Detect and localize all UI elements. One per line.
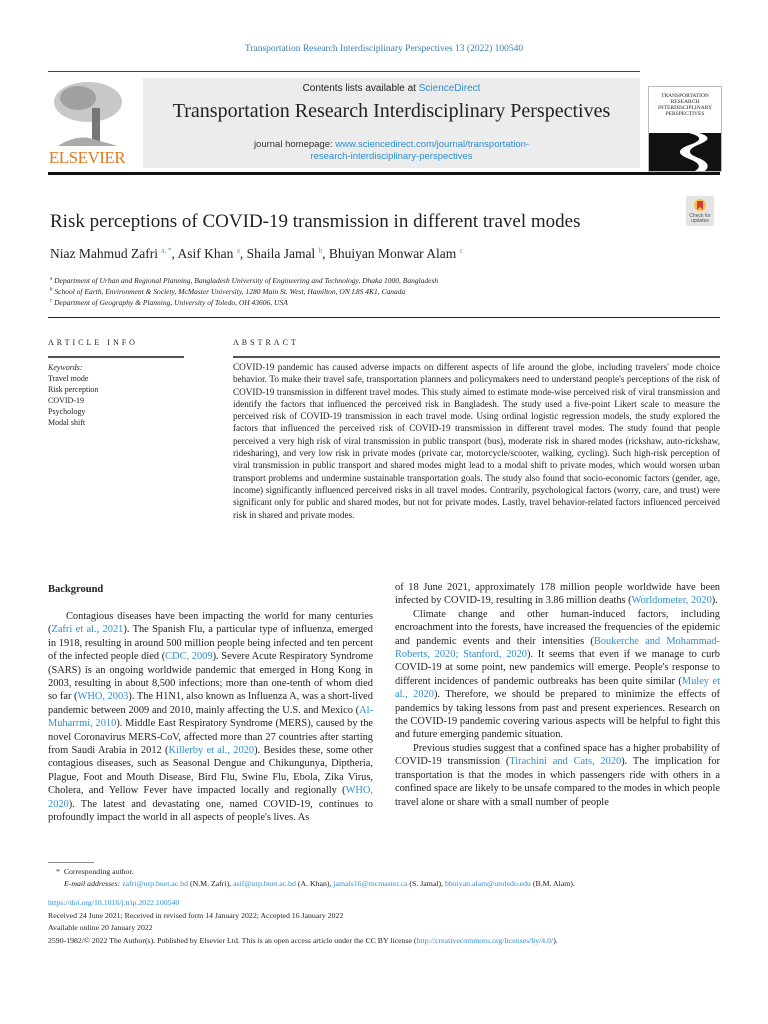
author-list: Niaz Mahmud Zafri $^{a, *}$, Asif Khan $^a$, Shaila Jamal $^b$, Bhuiyan Monwar Alam $^c$ bbox=[50, 246, 463, 261]
paragraph-text: ). Besides these, some other contagious diseases, such as Seasonal Dengue and Chikungunya, Diptheria, Plague, Foot and Mouth Disease, Bird Flu, Swine Flu, Ebola, Zika Virus, Cholera, and Yellow Fever have impacted locally and regionally ( bbox=[48, 745, 373, 797]
divider bbox=[48, 71, 640, 72]
contents-label: Contents lists available at bbox=[302, 83, 419, 94]
citation-link[interactable]: WHO, 2020 bbox=[48, 785, 373, 810]
paragraph-text: of 18 June 2021, approximately 178 million people worldwide have been infected by COVID-19, resulting in 3.86 million deaths ( bbox=[395, 582, 720, 607]
keywords bbox=[48, 362, 98, 428]
doi-link[interactable]: https://doi.org/10.1016/j.trip.2022.100540 bbox=[48, 898, 180, 907]
email-link[interactable]: jamals16@mcmaster.ca bbox=[333, 879, 408, 888]
affiliation: $^b$ School of Earth, Environment & Society, McMaster University, 1280 Main St. West, Hamilton, ON L8S 4K1, Canada bbox=[50, 287, 406, 296]
divider bbox=[48, 356, 184, 358]
check-updates-label: Check for updates bbox=[689, 213, 711, 224]
journal-homepage bbox=[143, 139, 640, 163]
journal-title: Transportation Research Interdisciplinary Perspectives bbox=[172, 100, 611, 122]
paragraph-text: ). The Spanish Flu, a particular type of influenza, emerged in 1918, resulting in around 500 million people being infected and ten percent of the infected people died ( bbox=[48, 624, 373, 663]
section-heading: Background bbox=[48, 584, 104, 595]
journal-header bbox=[143, 78, 640, 168]
paragraph-text: Previous studies suggest that a confined space has a higher probability of COVID-19 transmission ( bbox=[395, 742, 720, 768]
keyword: Risk perception bbox=[48, 385, 99, 394]
paragraph-text: ). The implication for transportation is that the modes in which passengers ride with others in a confined space are likely to be unsafe compared to the modes in which people travel alone or share with a small number of people bbox=[395, 756, 720, 808]
corresponding-author-note: * Corresponding author. bbox=[56, 867, 134, 876]
divider bbox=[48, 862, 94, 863]
abstract-heading: ABSTRACT bbox=[233, 338, 299, 347]
abstract-text: COVID-19 pandemic has caused adverse impacts on different aspects of life around the globe, including travelers' mode choice behavior. To make their travel safe, transportation planners and policymakers need to understand people's perceptions of the risk of COVID-19 transmission in different travel modes. This study aimed to estimate mode-wise perceived risk of viral transmission and identify the factors that influenced the perceived risk in Bangladesh. The study used a five-point Likert scale to measure the perceived risk of COVID-19 transmission in each travel mode. Using ordinal logistic regression models, the study explored the factors that influenced the perceived risk of COVID-19 transmission in different travel modes. The study found that people perceived a very high risk of viral transmission in public transport (bus), moderate risk in shared modes (rickshaw, auto-rickshaw, ridesharing), and very low risk in private modes (private car, motorcycle/scooter, walking, cycling). Such high-risk perception of viral transmission in public transport and shared modes might lead to a modal shift to private modes, which would worsen urban transport problems and undermine sustainable transportation goals. The study also found that socio-economic factors (gender, age, income) significantly influenced perceived risks in all travel modes. Contrarily, psychological factors (worry, care, and trust) were significant only for public and shared modes, but not for private modes. Lastly, travel behavior-related factors influenced perceived risk in shared and private modes. bbox=[233, 362, 720, 520]
body-paragraph bbox=[395, 608, 720, 742]
citation-link[interactable]: Boukerche and Mohammad-Roberts, 2020; Stanford, 2020 bbox=[395, 635, 720, 661]
body-paragraph bbox=[395, 581, 720, 608]
divider bbox=[48, 172, 720, 175]
citation-link[interactable]: Tirachini and Cats, 2020 bbox=[509, 756, 622, 768]
available-online: Available online 20 January 2022 bbox=[48, 923, 153, 932]
citation-link[interactable]: Worldometer, 2020 bbox=[631, 595, 712, 607]
affiliation: $^a$ Department of Urban and Regional Planning, Bangladesh University of Engineering and Technology, Dhaka 1000, Bangladesh bbox=[50, 276, 439, 285]
citation-link[interactable]: Al-Muharrmi, 2010 bbox=[48, 704, 373, 730]
publisher-name: ELSEVIER bbox=[48, 148, 126, 167]
received-dates: Received 24 June 2021; Received in revised form 14 January 2022; Accepted 16 January 2022 bbox=[48, 911, 344, 920]
affiliation: $^c$ Department of Geography & Planning, University of Toledo, OH 43606, USA bbox=[50, 298, 288, 307]
citation-link[interactable]: WHO, 2003 bbox=[77, 691, 129, 703]
keyword: Psychology bbox=[48, 407, 86, 416]
citation-link[interactable]: Killerby et al., 2020 bbox=[168, 745, 255, 757]
journal-citation-link[interactable]: Transportation Research Interdisciplinary Perspectives 13 (2022) 100540 bbox=[244, 44, 524, 54]
elsevier-logo bbox=[48, 78, 126, 168]
paragraph-text: ). The H1N1, also known as Influenza A, was a short-lived pandemic between 2009 and 2010, mainly affecting the U.S. and Mexico ( bbox=[48, 691, 373, 716]
body-column-left bbox=[48, 610, 373, 825]
homepage-label: journal homepage: bbox=[253, 139, 336, 150]
keyword: Modal shift bbox=[48, 418, 86, 427]
article-info-heading: ARTICLE INFO bbox=[48, 338, 138, 347]
article-title: Risk perceptions of COVID-19 transmission in different travel modes bbox=[50, 211, 581, 232]
citation-link[interactable]: CDC, 2009 bbox=[165, 651, 213, 663]
paragraph-text: ). Severe Acute Respiratory Syndrome (SARS) is an ongoing worldwide pandemic that emerged in Hong Kong in 2003, resulting in about 8,500 infections; more than one-tenth of whom died so far ( bbox=[48, 651, 373, 703]
homepage-link-cont[interactable]: research-interdisciplinary-perspectives bbox=[310, 151, 473, 162]
author[interactable]: Bhuiyan Monwar Alam $^c$ bbox=[328, 246, 463, 261]
tree-icon bbox=[48, 78, 126, 148]
email-link[interactable]: zafri@urp.buet.ac.bd bbox=[122, 879, 189, 888]
citation-link[interactable]: Muley et al., 2020 bbox=[395, 675, 720, 701]
paragraph-text: ). Therefore, we should be prepared to minimize the effects of pandemics by taking lessons from past and present experiences. Research on the COVID-19 pandemic covering various aspects will be helpful to fight this and future emerging pandemic situation. bbox=[395, 689, 720, 741]
paragraph-text: ). bbox=[711, 595, 718, 607]
body-paragraph bbox=[395, 742, 720, 809]
divider bbox=[233, 356, 720, 358]
homepage-link[interactable]: www.sciencedirect.com/journal/transportation- bbox=[335, 139, 530, 150]
sciencedirect-link[interactable]: ScienceDirect bbox=[418, 83, 481, 94]
paragraph-text: Climate change and other human-induced factors, including encroachment into the forests, have increased the frequencies of the epidemic and pandemic events and their intensities ( bbox=[395, 608, 720, 647]
license-link[interactable]: http://creativecommons.org/licenses/by/4.0/ bbox=[416, 936, 554, 945]
citation-link[interactable]: Zafri et al., 2021 bbox=[51, 624, 124, 636]
divider bbox=[48, 317, 720, 318]
body-paragraph bbox=[48, 610, 373, 825]
email-label: E-mail addresses: bbox=[64, 879, 121, 888]
journal-cover bbox=[648, 86, 722, 172]
bookmark-icon bbox=[693, 198, 707, 212]
contents-line bbox=[143, 83, 640, 94]
paragraph-text: ). It seems that even if we manage to curb COVID-19 at some point, new pandemics will emerge. People's response to different incidences of pandemic outbreaks has been quite similar ( bbox=[395, 649, 720, 687]
author[interactable]: Niaz Mahmud Zafri $^{a, *}$ bbox=[50, 246, 172, 261]
cover-title: TRANSPORTATION RESEARCH INTERDISCIPLINARY PERSPECTIVES bbox=[657, 93, 713, 117]
license-note: 2590-1982/© 2022 The Author(s). Published by Elsevier Ltd. This is an open access article under the CC BY license (http://creativecommons.org/licenses/by/4.0/). bbox=[48, 936, 558, 945]
email-addresses: E-mail addresses: zafri@urp.buet.ac.bd (N.M. Zafri), asif@urp.buet.ac.bd (A. Khan), jamals16@mcmaster.ca (S. Jamal), bhuiyan.alam@utoledo.edu (B.M. Alam). bbox=[64, 879, 575, 888]
keywords-label: Keywords: bbox=[48, 363, 83, 372]
keyword: Travel mode bbox=[48, 374, 89, 383]
author[interactable]: Asif Khan $^a$ bbox=[177, 246, 240, 261]
road-icon bbox=[649, 133, 721, 171]
email-link[interactable]: asif@urp.buet.ac.bd bbox=[233, 879, 296, 888]
body-column-right bbox=[395, 581, 720, 809]
paragraph-text: ). Middle East Respiratory Syndrome (MERS), caused by the novel Coronavirus MERS-CoV, affected more than 27 countries after starting from Saudi Arabia in 2012 ( bbox=[48, 718, 373, 757]
email-link[interactable]: bhuiyan.alam@utoledo.edu bbox=[444, 879, 531, 888]
check-for-updates-button[interactable] bbox=[686, 196, 714, 226]
author[interactable]: Shaila Jamal $^b$ bbox=[246, 246, 323, 261]
paragraph-text: Contagious diseases have been impacting the world for many centuries ( bbox=[48, 611, 373, 636]
paragraph-text: ). The latest and devastating one, named COVID-19, continues to profoundly impact the world in all aspects of people's lives. As bbox=[48, 798, 373, 824]
keyword: COVID-19 bbox=[48, 396, 84, 405]
